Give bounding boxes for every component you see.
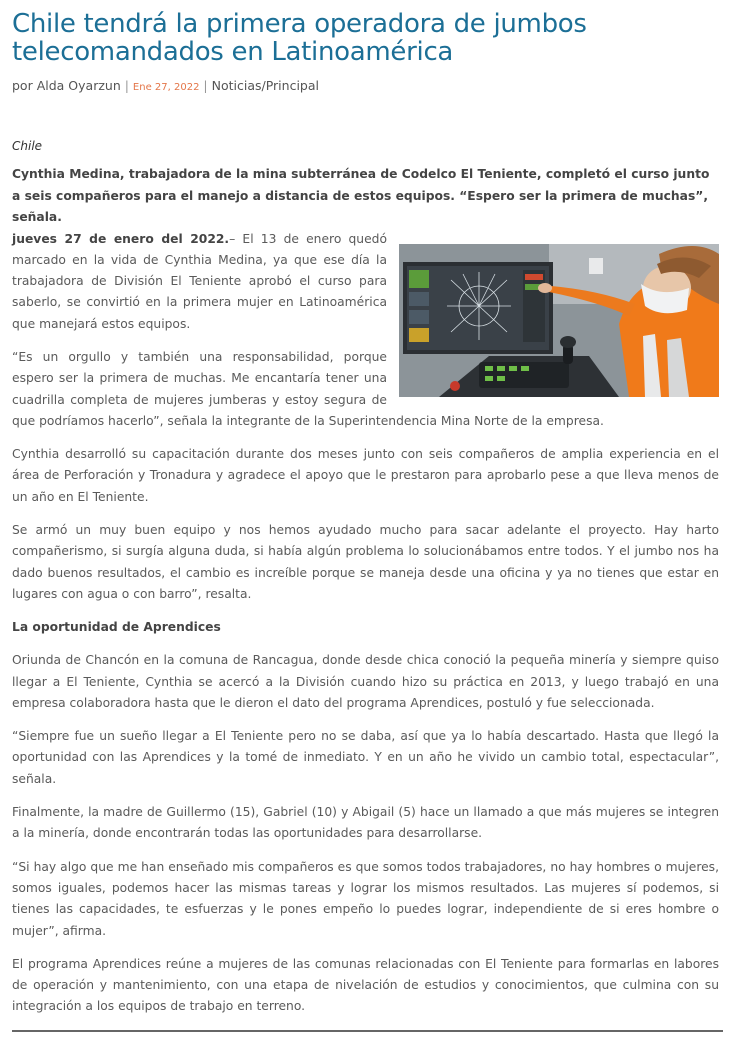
article-title: Chile tendrá la primera operadora de jumbos telecomandados en Latinoamérica bbox=[12, 9, 587, 67]
paragraph-9: El programa Aprendices reúne a mujeres de las comunas relacionadas con El Teniente para formarlas en labores de operación y mantenimiento, con una etapa de nivelación de estudios y conocimientos, que culmina con su integración a los equipos de trabajo en terreno. bbox=[12, 956, 719, 1014]
paragraph-8: “Si hay algo que me han enseñado mis compañeros es que somos todos trabajadores, no hay hombres o mujeres, somos iguales, podemos hacer las mismas tareas y lograr los mismos resultados. Las mujeres sí podemos, si tienes las capacidades, te esfuerzas y le pones empeño lo puedes lograr, independiente de si eres hombre o mujer”, afirma. bbox=[12, 859, 719, 938]
bottom-divider bbox=[12, 1030, 723, 1032]
paragraph-7: Finalmente, la madre de Guillermo (15), Gabriel (10) y Abigail (5) hace un llamado a que más mujeres se integren a la minería, donde encontrarán todas las oportunidades para desarrollarse. bbox=[12, 805, 719, 841]
article-photo bbox=[399, 244, 719, 397]
paragraph-5: Oriunda de Chancón en la comuna de Rancagua, donde desde chica conoció la pequeña minería y siempre quiso llegar a El Teniente, Cynthia se acercó a la División cuando hizo su práctica en 2013, y luego trabajó en una empresa colaboradora hasta que le dieron el dato del programa Aprendices, postuló y fue seleccionada. bbox=[12, 653, 719, 710]
dateline: jueves 27 de enero del 2022. bbox=[12, 231, 230, 246]
category-link[interactable]: Noticias/Principal bbox=[211, 78, 319, 93]
paragraph-4: Se armó un muy buen equipo y nos hemos ayudado mucho para sacar adelante el proyecto. Hay harto compañerismo, si surgía alguna duda, si había algún problema lo solucionábamos entre todos. Y el jumbo nos ha dado buenos resultados, el cambio es increíble porque se maneja desde una oficina y ya no tienes que estar en lugares con agua o con barro”, resalta. bbox=[12, 523, 719, 601]
article bbox=[0, 10, 730, 1032]
author-link[interactable]: Alda Oyarzun bbox=[36, 78, 121, 93]
section-subheading: La oportunidad de Aprendices bbox=[12, 620, 221, 635]
location-label: Chile bbox=[12, 139, 43, 153]
paragraph-3: Cynthia desarrolló su capacitación durante dos meses junto con seis compañeros de amplia experiencia en el área de Perforación y Tronadura y agradece el apoyo que le prestaron para aprobarlo pese a que lleva menos de un año en El Teniente. bbox=[12, 447, 719, 504]
paragraph-2: “Es un orgullo y también una responsabilidad, porque espero ser la primera de muchas. Me encantaría tener una cuadrilla completa de mujeres jumberas y estoy segura de que podríamos hacerlo”, señala la integrante de la Superintendencia Mina Norte de la empresa. bbox=[12, 349, 604, 428]
paragraph-1-text: – El 13 de enero quedó marcado en la vida de Cynthia Medina, ya que ese día la trabajadora de División El Teniente aprobó el curso para saberlo, se convirtió en la primera mujer en Latinoamérica que manejará estos equipos. bbox=[12, 231, 387, 331]
publish-date: Ene 27, 2022 bbox=[132, 82, 200, 93]
meta-separator-2: | bbox=[199, 78, 212, 93]
article-lead: Cynthia Medina, trabajadora de la mina subterránea de Codelco El Teniente, completó el curso junto a seis compañeros para el manejo a distancia de estos equipos. “Espero ser la primera de muchas”, señala. bbox=[12, 167, 710, 224]
article-meta bbox=[12, 78, 719, 93]
author-prefix: por bbox=[12, 78, 37, 93]
operator-console-image bbox=[399, 244, 719, 397]
paragraph-6: “Siempre fue un sueño llegar a El Teniente pero no se daba, así que ya lo había descartado. Hasta que llegó la oportunidad con las Aprendices y la tomé de inmediato. Y en un año he vivido un cambio total, espectacular”, señala. bbox=[12, 729, 719, 786]
meta-separator: | bbox=[120, 78, 133, 93]
